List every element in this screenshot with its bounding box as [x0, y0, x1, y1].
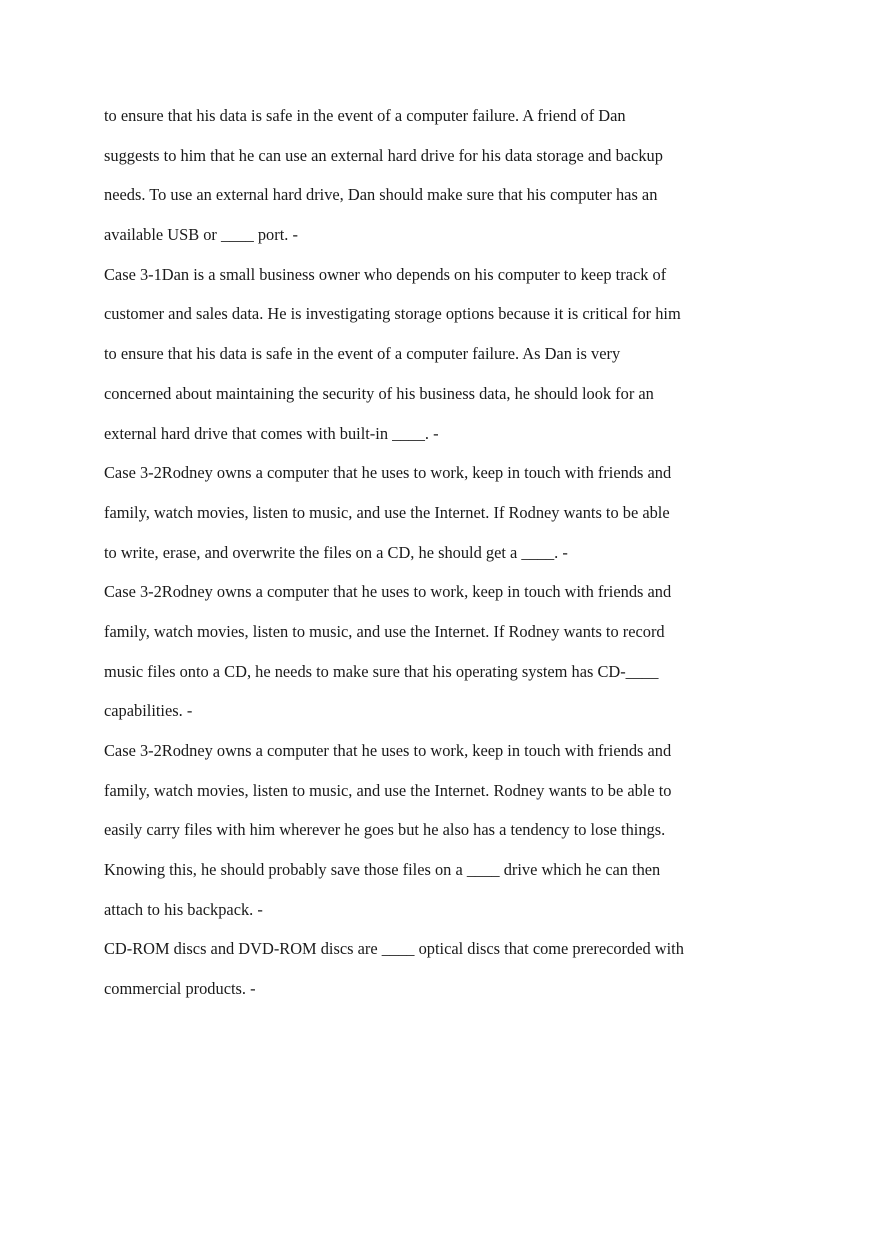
text-line: to ensure that his data is safe in the event of a computer failure. A friend of Dan	[104, 106, 626, 125]
text-line: to ensure that his data is safe in the event of a computer failure. As Dan is very	[104, 344, 621, 364]
text-line: CD-ROM discs and DVD-ROM discs are ____ optical discs that come prerecorded with	[104, 939, 684, 959]
text-line: commercial products. -	[104, 979, 256, 999]
text-line: family, watch movies, listen to music, and use the Internet. If Rodney wants to record	[104, 621, 665, 641]
text-line: Knowing this, he should probably save those files on a ____ drive which he can then	[104, 860, 661, 880]
text-line: concerned about maintaining the security of his business data, he should look for an	[104, 383, 654, 403]
text-line: to write, erase, and overwrite the files on a CD, he should get a ____. -	[104, 542, 568, 562]
text-line: available USB or ____ port. -	[104, 225, 298, 245]
text-line: Case 3-1Dan is a small business owner who depends on his computer to keep track of	[104, 264, 667, 284]
text-line: customer and sales data. He is investigating storage options because it is critical for him	[104, 304, 681, 324]
text-line: suggests to him that he can use an external hard drive for his data storage and backup	[104, 145, 663, 165]
text-line: easily carry files with him wherever he goes but he also has a tendency to lose things.	[104, 820, 666, 840]
document-body	[104, 96, 744, 1009]
text-line: capabilities. -	[104, 701, 193, 721]
text-line: attach to his backpack. -	[104, 899, 263, 919]
text-line: needs. To use an external hard drive, Dan should make sure that his computer has an	[104, 185, 658, 205]
text-line: external hard drive that comes with built-in ____. -	[104, 423, 439, 443]
text-line: Case 3-2Rodney owns a computer that he uses to work, keep in touch with friends and	[104, 582, 672, 602]
text-line: music files onto a CD, he needs to make sure that his operating system has CD-____	[104, 661, 659, 681]
text-line: family, watch movies, listen to music, and use the Internet. If Rodney wants to be able	[104, 502, 670, 522]
text-line: Case 3-2Rodney owns a computer that he uses to work, keep in touch with friends and	[104, 741, 672, 760]
text-line: Case 3-2Rodney owns a computer that he uses to work, keep in touch with friends and	[104, 463, 672, 483]
text-line: family, watch movies, listen to music, and use the Internet. Rodney wants to be able to	[104, 780, 672, 800]
